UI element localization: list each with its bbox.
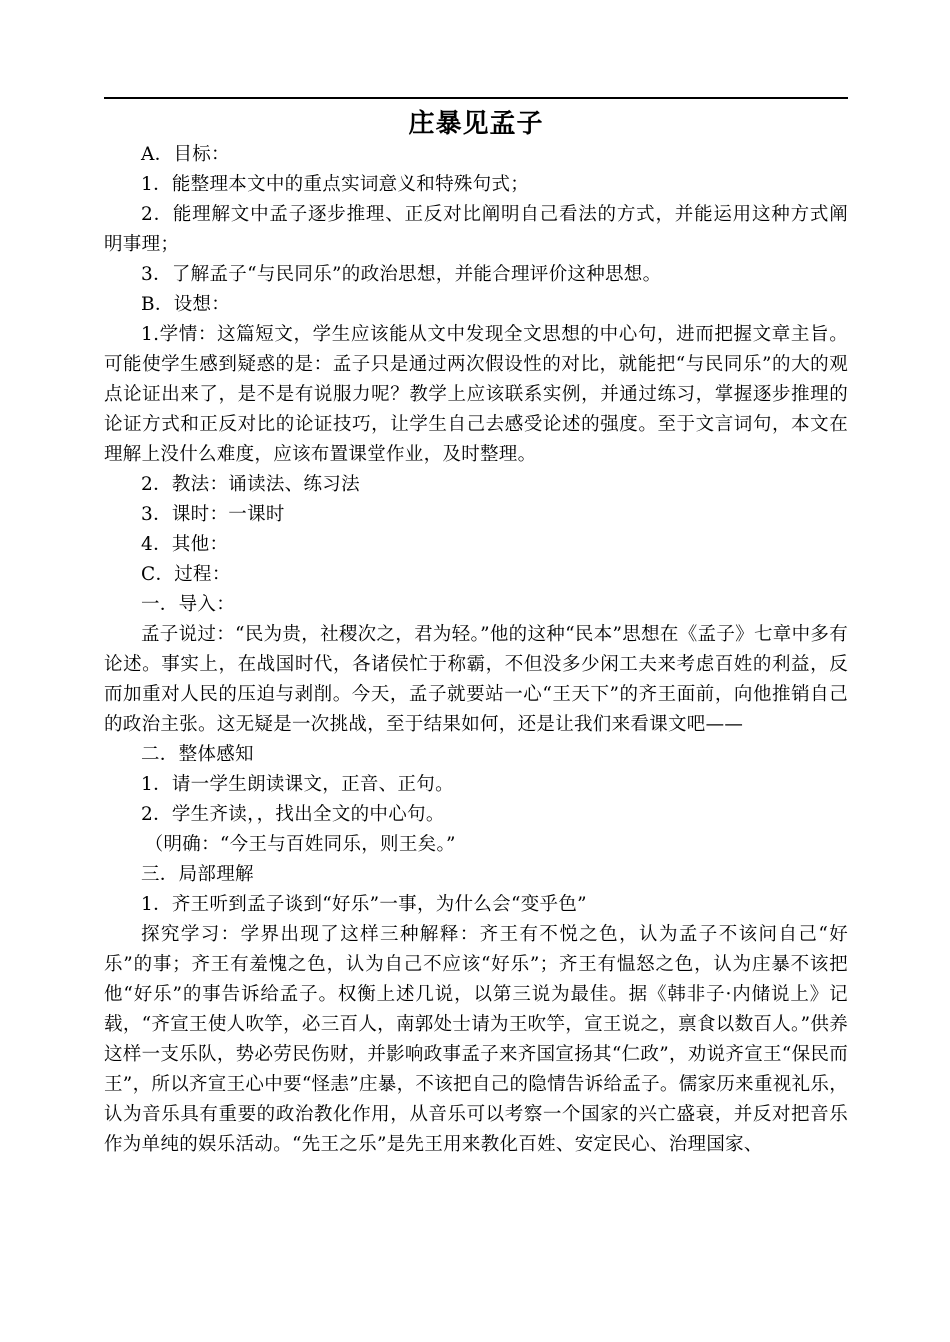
paragraph-overall-2: 2．学生齐读，，找出全文的中心句。 [141, 804, 445, 825]
paragraph-goal-2: 2．能理解文中孟子逐步推理、正反对比阐明自己看法的方式，并能运用这种方式阐明事理； [104, 204, 848, 255]
paragraph-intro-heading: 一．导入： [141, 594, 236, 615]
paragraph-plan-3: 3．课时：一课时 [141, 504, 285, 525]
paragraph-goals-heading: A．目标： [141, 144, 230, 165]
paragraph-process-heading: C．过程： [141, 564, 231, 585]
paragraph-goal-1: 1．能整理本文中的重点实词意义和特殊句式； [141, 174, 530, 195]
paragraph-plan-1: 1.学情：这篇短文，学生应该能从文中发现全文思想的中心句，进而把握文章主旨。可能使学生感到疑惑的是：孟子只是通过两次假设性的对比，就能把“与民同乐”的大的观点论证出来了，是不是有说服力呢？教学上应该联系实例，并通过练习，掌握逐步推理的论证方式和正反对比的论证技巧，让学生自己去感受论述的强度。至于文言词句，本文在理解上没什么难度，应该布置课堂作业，及时整理。 [104, 324, 848, 465]
document-title: 庄暴见孟子 [408, 109, 544, 139]
paragraph-overall-1: 1．请一学生朗读课文，正音、正句。 [141, 774, 454, 795]
document-body [104, 140, 848, 1160]
paragraph-local-heading: 三．局部理解 [141, 864, 254, 885]
paragraph-intro-text: 孟子说过：“民为贵，社稷次之，君为轻。”他的这种“民本”思想在《孟子》七章中多有论述。事实上，在战国时代，各诸侯忙于称霸，不但没多少闲工夫来考虑百姓的利益，反而加重对人民的压迫与剥削。今天，孟子就要站一心“王天下”的齐王面前，向他推销自己的政治主张。这无疑是一次挑战，至于结果如何，还是让我们来看课文吧—— [104, 624, 848, 735]
paragraph-goal-3: 3．了解孟子“与民同乐”的政治思想，并能合理评价这种思想。 [141, 264, 662, 285]
header-rule [104, 97, 848, 99]
paragraph-plan-2: 2．教法：诵读法、练习法 [141, 474, 360, 495]
paragraph-overall-answer: （明确：“今王与百姓同乐，则王矣。” [144, 834, 456, 855]
paragraph-inquiry: 探究学习：学界出现了这样三种解释：齐王有不悦之色，认为孟子不该问自己“好乐”的事；齐王有羞愧之色，认为自己不应该“好乐”；齐王有愠怒之色，认为庄暴不该把他“好乐”的事告诉给孟子。权衡上述几说，以第三说为最佳。据《韩非子·内储说上》记载，“齐宣王使人吹竽，必三百人，南郭处士请为王吹竽，宣王说之，禀食以数百人。”供养这样一支乐队，势必劳民伤财，并影响政事孟子来齐国宣扬其“仁政”，劝说齐宣王“保民而王”，所以齐宣王心中要“怪恚”庄暴，不该把自己的隐情告诉给孟子。儒家历来重视礼乐，认为音乐具有重要的政治教化作用，从音乐可以考察一个国家的兴亡盛衰，并反对把音乐作为单纯的娱乐活动。“先王之乐”是先王用来教化百姓、安定民心、治理国家、 [104, 924, 848, 1155]
paragraph-plan-4: 4．其他： [141, 534, 229, 555]
paragraph-plan-heading: B．设想： [141, 294, 231, 315]
paragraph-local-1: 1．齐王听到孟子谈到“好乐”一事，为什么会“变乎色” [141, 894, 587, 915]
paragraph-overall-heading: 二．整体感知 [141, 744, 254, 765]
